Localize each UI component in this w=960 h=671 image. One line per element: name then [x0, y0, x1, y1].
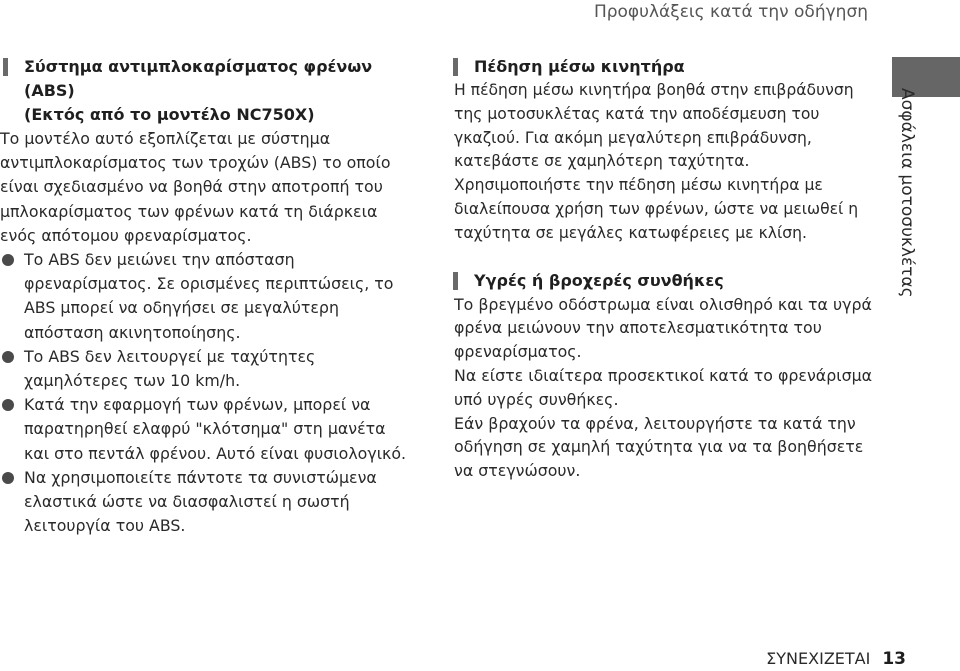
page-number: 13	[882, 649, 906, 669]
engine-braking-heading-text: Πέδηση μέσω κινητήρα	[474, 57, 685, 76]
abs-heading-line1: Σύστημα αντιμπλοκαρίσματος φρένων (ABS)	[24, 57, 373, 100]
wet-conditions-paragraph-1: Το βρεγμένο οδόστρωμα είναι ολισθηρό και τα υγρά φρένα μειώνουν την αποτελεσματικότητα του φρεναρίσματος.	[454, 294, 872, 362]
list-item	[0, 466, 408, 539]
list-item	[0, 393, 408, 466]
abs-heading-line2: (Εκτός από το μοντέλο NC750X)	[24, 105, 315, 124]
bullet-icon	[2, 351, 14, 363]
right-column	[450, 55, 875, 483]
page-header-title: Προφυλάξεις κατά την οδήγηση	[593, 2, 868, 22]
bullet-text: Το ABS δεν λειτουργεί με ταχύτητες χαμηλότερες των 10 km/h.	[24, 346, 316, 391]
abs-heading	[0, 55, 408, 127]
bullet-text: Κατά την εφαρμογή των φρένων, μπορεί να παρατηρηθεί ελαφρύ "κλότσημα" στη μανέτα και στο πεντάλ φρένου. Αυτό είναι φυσιολογικό.	[24, 395, 407, 463]
abs-bullet-list	[0, 248, 408, 538]
heading-marker	[453, 58, 458, 76]
engine-braking-text: Η πέδηση μέσω κινητήρα βοηθά στην επιβράδυνση της μοτοσυκλέτας κατά την αποδέσμευση του γκαζιού. Για ακόμη μεγαλύτερη επιβράδυνση, κατεβάστε σε χαμηλότερη ταχύτητα. Χρησιμοποιήστε την πέδηση μέσω κινητήρα με διαλείπουσα χρήση των φρένων, ώστε να μειωθεί η ταχύτητα σε μεγάλες κατωφέρειες με κλίση.	[454, 81, 859, 242]
bullet-text: Το ABS δεν μειώνει την απόσταση φρεναρίσματος. Σε ορισμένες περιπτώσεις, το ABS μπορεί να οδηγήσει σε μεγαλύτερη απόσταση ακινητοποίησης.	[24, 250, 394, 342]
list-item	[0, 248, 408, 345]
wet-conditions-paragraph-2: Να είστε ιδιαίτερα προσεκτικοί κατά το φρενάρισμα υπό υγρές συνθήκες.	[454, 365, 873, 409]
bullet-text: Να χρησιμοποιείτε πάντοτε τα συνιστώμενα ελαστικά ώστε να διασφαλιστεί η σωστή λειτουργία του ABS.	[24, 467, 377, 536]
wet-conditions-paragraph-3: Εάν βραχούν τα φρένα, λειτουργήστε τα κατά την οδήγηση σε χαμηλή ταχύτητα για να τα βοηθήσετε να στεγνώσουν.	[454, 413, 864, 481]
bullet-icon	[2, 254, 14, 266]
abs-intro: Το μοντέλο αυτό εξοπλίζεται με σύστημα αντιμπλοκαρίσματος των τροχών (ABS) το οποίο είναι σχεδιασμένο να βοηθά στην αποτροπή του μπλοκαρίσματος των φρένων κατά τη διάρκεια ενός απότομου φρεναρίσματος.	[0, 129, 391, 245]
wet-conditions-heading	[450, 269, 875, 293]
bullet-icon	[2, 399, 14, 411]
bullet-icon	[2, 472, 14, 484]
heading-marker	[453, 272, 458, 290]
continued-label: ΣΥΝΕΧΙΖΕΤΑΙ	[766, 649, 871, 668]
heading-marker	[3, 58, 8, 76]
left-column	[0, 55, 408, 538]
page-footer	[766, 649, 906, 669]
engine-braking-heading	[450, 55, 875, 79]
section-side-label: Ασφάλεια μοτοσυκλέτας	[897, 88, 917, 298]
wet-conditions-heading-text: Υγρές ή βροχερές συνθήκες	[474, 270, 724, 290]
list-item	[0, 345, 408, 393]
